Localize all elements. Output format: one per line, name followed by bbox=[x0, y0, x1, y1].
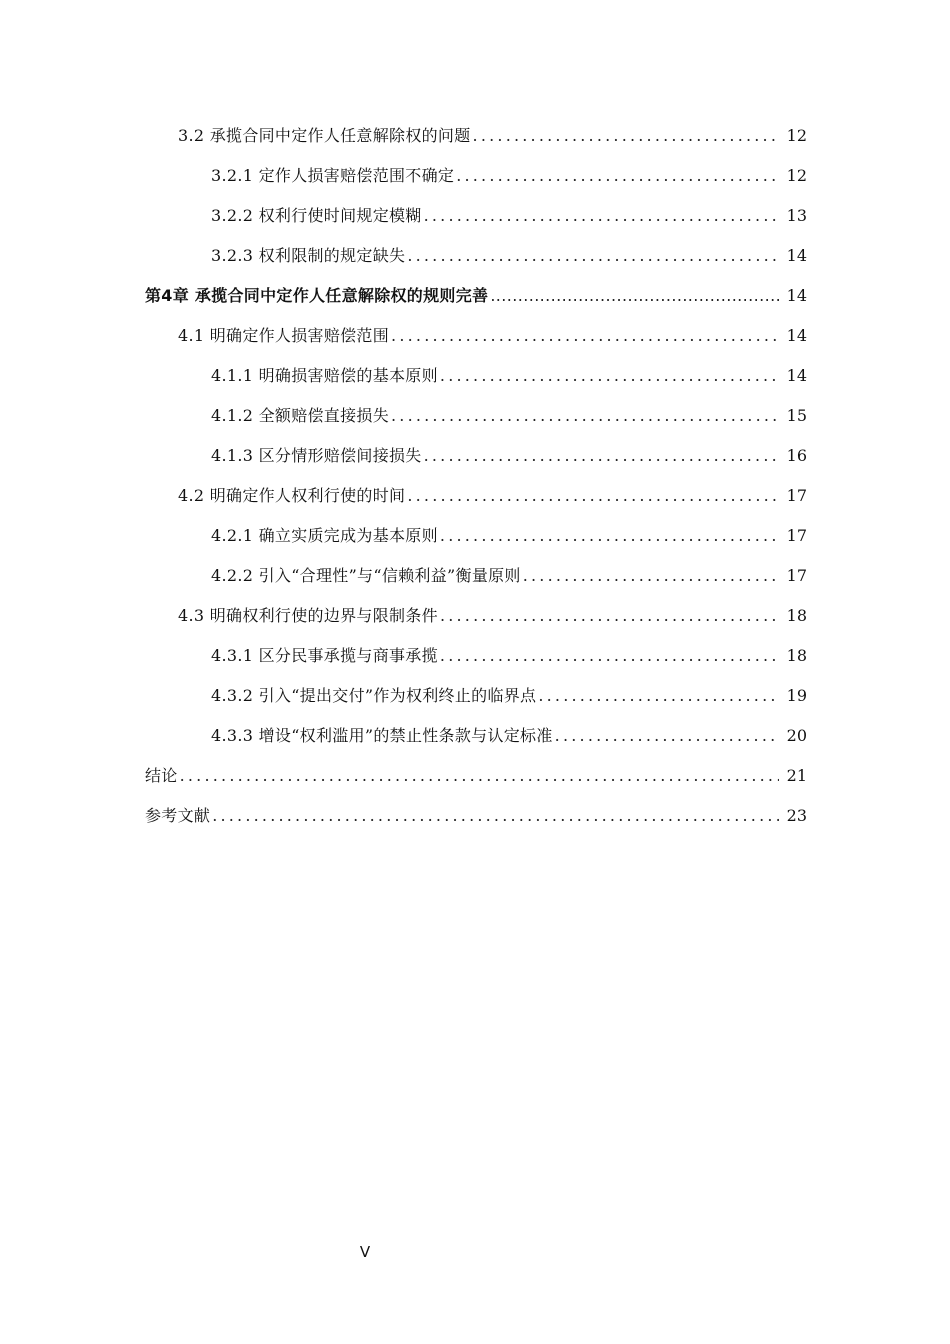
toc-dot-leader bbox=[212, 805, 779, 827]
toc-dot-leader bbox=[180, 765, 779, 787]
toc-entry-4-3-2[interactable] bbox=[0, 676, 950, 716]
toc-dot-leader bbox=[407, 485, 779, 507]
toc-entry-title: 3.2 承揽合同中定作人任意解除权的问题 bbox=[178, 126, 471, 145]
toc-dot-leader bbox=[473, 125, 779, 147]
toc-entry-page: 16 bbox=[786, 446, 807, 465]
toc-entry-4-2[interactable] bbox=[0, 476, 950, 516]
toc-entry-title: 3.2.2 权利行使时间规定模糊 bbox=[211, 206, 422, 225]
toc-entry-page: 14 bbox=[786, 326, 807, 345]
toc-entry-title: 4.2 明确定作人权利行使的时间 bbox=[178, 486, 406, 505]
toc-entry-4-1[interactable] bbox=[0, 316, 950, 356]
toc-entry-title: 4.1.3 区分情形赔偿间接损失 bbox=[211, 446, 422, 465]
toc-entry-conclusion[interactable] bbox=[0, 756, 950, 796]
toc-entry-title: 4.2.2 引入“合理性”与“信赖利益”衡量原则 bbox=[211, 566, 521, 585]
toc-entry-page: 14 bbox=[786, 246, 807, 265]
toc-dot-leader bbox=[555, 725, 779, 747]
toc-dot-leader bbox=[391, 405, 779, 427]
toc-entry-4-1-2[interactable] bbox=[0, 396, 950, 436]
toc-entry-4-2-2[interactable] bbox=[0, 556, 950, 596]
toc-entry-page: 12 bbox=[786, 166, 807, 185]
toc-entry-title: 第4章 承揽合同中定作人任意解除权的规则完善 bbox=[145, 286, 489, 305]
toc-entry-3-2[interactable] bbox=[0, 116, 950, 156]
toc-entry-page: 17 bbox=[786, 486, 807, 505]
toc-entry-4-1-3[interactable] bbox=[0, 436, 950, 476]
toc-dot-leader bbox=[424, 205, 779, 227]
page-number: V bbox=[359, 1243, 371, 1261]
toc-entry-3-2-3[interactable] bbox=[0, 236, 950, 276]
toc-dot-leader bbox=[440, 645, 779, 667]
toc-dot-leader bbox=[391, 325, 779, 347]
toc-entry-page: 18 bbox=[786, 646, 807, 665]
toc-entry-3-2-2[interactable] bbox=[0, 196, 950, 236]
toc-entry-title: 参考文献 bbox=[145, 806, 211, 825]
toc-entry-page: 17 bbox=[786, 566, 807, 585]
toc-entry-title: 4.3.3 增设“权利滥用”的禁止性条款与认定标准 bbox=[211, 726, 553, 745]
toc-dot-leader bbox=[440, 605, 779, 627]
toc-entry-4-3-1[interactable] bbox=[0, 636, 950, 676]
toc-dot-leader bbox=[456, 165, 779, 187]
toc-entry-page: 12 bbox=[786, 126, 807, 145]
toc-entry-4-2-1[interactable] bbox=[0, 516, 950, 556]
table-of-contents bbox=[0, 116, 950, 836]
toc-dot-leader bbox=[523, 565, 779, 587]
toc-entry-4-3[interactable] bbox=[0, 596, 950, 636]
toc-entry-title: 4.1.1 明确损害赔偿的基本原则 bbox=[211, 366, 438, 385]
toc-entry-page: 19 bbox=[786, 686, 807, 705]
toc-entry-title: 4.3.1 区分民事承揽与商事承揽 bbox=[211, 646, 438, 665]
toc-entry-title: 结论 bbox=[145, 766, 178, 785]
toc-entry-page: 17 bbox=[786, 526, 807, 545]
toc-dot-leader bbox=[407, 245, 779, 267]
toc-entry-page: 13 bbox=[786, 206, 807, 225]
toc-dot-leader bbox=[490, 285, 779, 307]
toc-entry-page: 18 bbox=[786, 606, 807, 625]
toc-entry-title: 3.2.3 权利限制的规定缺失 bbox=[211, 246, 406, 265]
toc-dot-leader bbox=[538, 685, 779, 707]
toc-entry-page: 21 bbox=[786, 766, 807, 785]
toc-dot-leader bbox=[440, 525, 779, 547]
toc-entry-title: 4.1.2 全额赔偿直接损失 bbox=[211, 406, 389, 425]
toc-entry-4-3-3[interactable] bbox=[0, 716, 950, 756]
toc-entry-page: 23 bbox=[786, 806, 807, 825]
toc-dot-leader bbox=[424, 445, 779, 467]
toc-entry-title: 3.2.1 定作人损害赔偿范围不确定 bbox=[211, 166, 455, 185]
toc-entry-page: 14 bbox=[786, 286, 807, 305]
toc-entry-title: 4.3.2 引入“提出交付”作为权利终止的临界点 bbox=[211, 686, 537, 705]
toc-entry-title: 4.1 明确定作人损害赔偿范围 bbox=[178, 326, 390, 345]
toc-entry-chapter-4[interactable] bbox=[0, 276, 950, 316]
toc-entry-title: 4.3 明确权利行使的边界与限制条件 bbox=[178, 606, 438, 625]
toc-entry-4-1-1[interactable] bbox=[0, 356, 950, 396]
toc-entry-page: 20 bbox=[786, 726, 807, 745]
toc-dot-leader bbox=[440, 365, 779, 387]
toc-entry-references[interactable] bbox=[0, 796, 950, 836]
toc-entry-page: 15 bbox=[786, 406, 807, 425]
toc-entry-page: 14 bbox=[786, 366, 807, 385]
toc-entry-title: 4.2.1 确立实质完成为基本原则 bbox=[211, 526, 438, 545]
toc-entry-3-2-1[interactable] bbox=[0, 156, 950, 196]
